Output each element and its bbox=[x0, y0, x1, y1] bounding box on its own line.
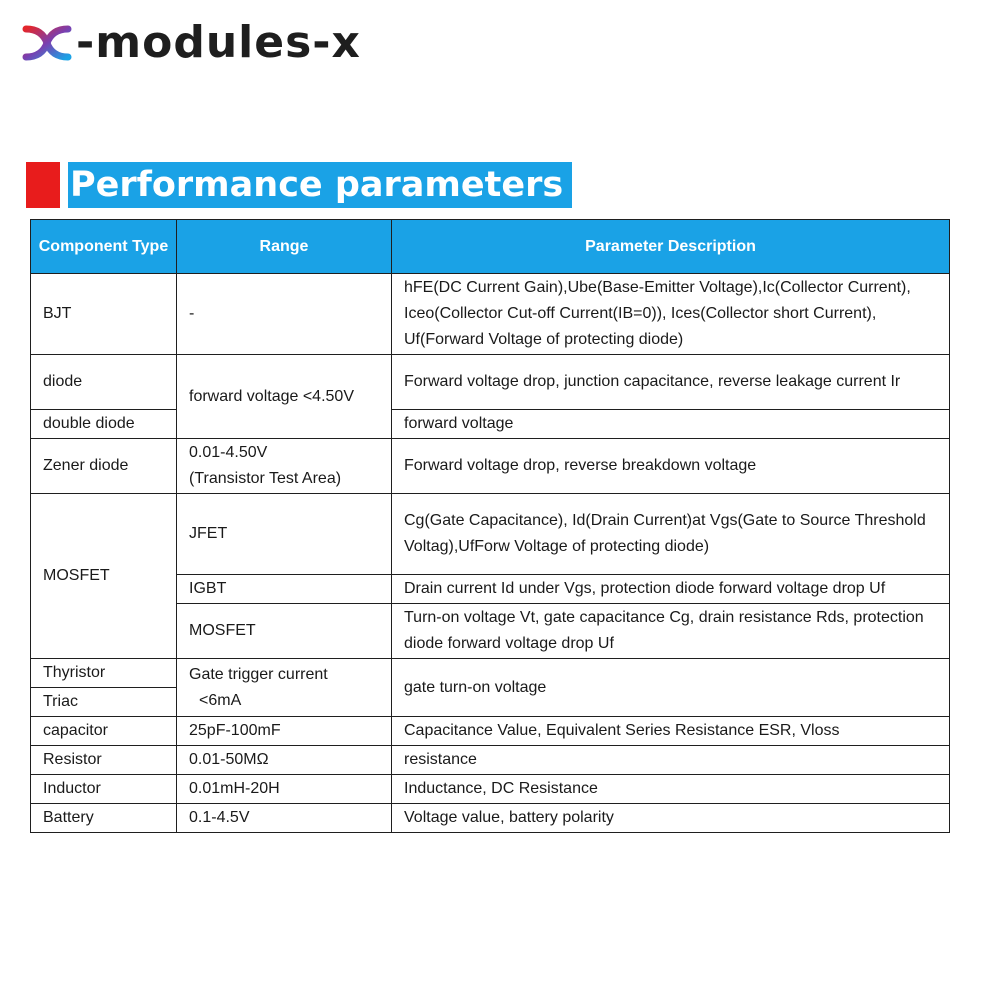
performance-table bbox=[30, 219, 950, 833]
table-row bbox=[31, 410, 950, 439]
range-cell: 0.01-50MΩ bbox=[177, 746, 392, 775]
range-line: 0.01-4.50V bbox=[189, 444, 268, 461]
component-cell: Triac bbox=[31, 688, 177, 717]
range-cell: 0.01mH-20H bbox=[177, 775, 392, 804]
range-line: <6mA bbox=[199, 691, 242, 709]
section-title: Performance parameters bbox=[68, 162, 572, 208]
table-row bbox=[31, 659, 950, 688]
range-cell: JFET bbox=[177, 494, 392, 575]
component-cell: double diode bbox=[31, 410, 177, 439]
description-cell: Cg(Gate Capacitance), Id(Drain Current)at Vgs(Gate to Source Threshold Voltag),UfForw Voltage of protecting diode) bbox=[392, 494, 950, 575]
brand-logo bbox=[22, 18, 361, 68]
description-cell: Drain current Id under Vgs, protection diode forward voltage drop Uf bbox=[392, 575, 950, 604]
range-line: (Transistor Test Area) bbox=[189, 470, 342, 487]
x-logo-icon bbox=[22, 21, 72, 65]
table-row bbox=[31, 355, 950, 410]
table-row bbox=[31, 717, 950, 746]
table-row bbox=[31, 746, 950, 775]
component-cell: Inductor bbox=[31, 775, 177, 804]
range-cell: - bbox=[177, 274, 392, 355]
table-row bbox=[31, 494, 950, 575]
table-row bbox=[31, 439, 950, 494]
component-cell: capacitor bbox=[31, 717, 177, 746]
description-cell: Forward voltage drop, junction capacitance, reverse leakage current Ir bbox=[392, 355, 950, 410]
range-cell: 0.1-4.5V bbox=[177, 804, 392, 833]
table-row bbox=[31, 804, 950, 833]
table-header-row bbox=[31, 220, 950, 274]
component-cell: Resistor bbox=[31, 746, 177, 775]
range-cell: forward voltage <4.50V bbox=[177, 355, 392, 439]
component-cell: diode bbox=[31, 355, 177, 410]
description-cell: Capacitance Value, Equivalent Series Resistance ESR, Vloss bbox=[392, 717, 950, 746]
range-cell: MOSFET bbox=[177, 604, 392, 659]
description-cell: gate turn-on voltage bbox=[392, 659, 950, 717]
component-cell: BJT bbox=[31, 274, 177, 355]
component-cell: Thyristor bbox=[31, 659, 177, 688]
range-cell bbox=[177, 659, 392, 717]
brand-name: -modules-x bbox=[76, 17, 361, 68]
section-marker bbox=[26, 162, 60, 208]
component-cell: Zener diode bbox=[31, 439, 177, 494]
description-cell: hFE(DC Current Gain),Ube(Base-Emitter Voltage),Ic(Collector Current), Iceo(Collector Cut-off Current(IB=0)), Ices(Collector short Current), Uf(Forward Voltage of protecting diode) bbox=[392, 274, 950, 355]
description-cell: Turn-on voltage Vt, gate capacitance Cg, drain resistance Rds, protection diode forward voltage drop Uf bbox=[392, 604, 950, 659]
range-line: Gate trigger current bbox=[189, 665, 328, 683]
range-cell: 25pF-100mF bbox=[177, 717, 392, 746]
description-cell: Voltage value, battery polarity bbox=[392, 804, 950, 833]
component-cell: Battery bbox=[31, 804, 177, 833]
table-row bbox=[31, 775, 950, 804]
range-cell: IGBT bbox=[177, 575, 392, 604]
component-cell: MOSFET bbox=[31, 494, 177, 659]
table-row bbox=[31, 274, 950, 355]
header-component-type: Component Type bbox=[31, 220, 177, 274]
header-range: Range bbox=[177, 220, 392, 274]
description-cell: resistance bbox=[392, 746, 950, 775]
description-cell: forward voltage bbox=[392, 410, 950, 439]
description-cell: Inductance, DC Resistance bbox=[392, 775, 950, 804]
header-parameter-description: Parameter Description bbox=[392, 220, 950, 274]
range-cell bbox=[177, 439, 392, 494]
description-cell: Forward voltage drop, reverse breakdown voltage bbox=[392, 439, 950, 494]
